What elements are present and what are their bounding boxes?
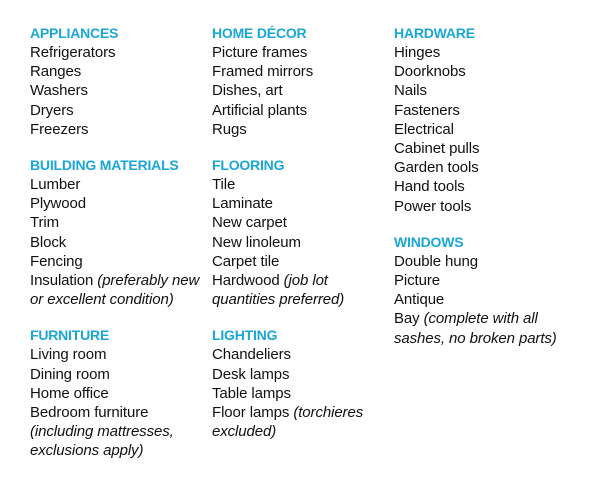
category-heading: WINDOWS [394, 233, 464, 250]
item-label: Nails [394, 82, 427, 100]
list-item [394, 252, 570, 271]
list-item [212, 403, 388, 441]
list-item [212, 345, 388, 364]
list-item [30, 81, 206, 100]
list-item [394, 81, 570, 100]
item-label: Antique [394, 291, 445, 309]
category-section [212, 326, 388, 441]
item-label: Picture frames [212, 44, 308, 61]
column-2 [212, 24, 388, 458]
category-heading: APPLIANCES [30, 25, 119, 41]
list-item [30, 213, 206, 232]
list-item [212, 43, 388, 62]
item-note: (complete with all sashes, no broken parts) [394, 310, 557, 347]
list-item [394, 139, 570, 158]
item-label: Double hung [394, 252, 478, 270]
item-label: Fasteners [394, 101, 460, 119]
item-label: Washers [30, 82, 88, 100]
column-1 [30, 24, 206, 478]
list-item [394, 62, 570, 81]
category-section [212, 24, 388, 139]
list-item [394, 290, 570, 309]
list-item [212, 365, 388, 384]
list-item [212, 62, 388, 81]
item-label: Home office [30, 384, 109, 402]
column-3 [394, 24, 570, 365]
list-item [212, 175, 388, 194]
item-label: Artificial plants [212, 101, 308, 119]
list-item [30, 252, 206, 271]
item-label: Refrigerators [30, 44, 116, 61]
category-heading: HARDWARE [394, 25, 475, 41]
list-item [212, 81, 388, 100]
list-item [30, 101, 206, 120]
list-item [212, 384, 388, 403]
item-label: Insulation [30, 272, 94, 290]
item-label: Hinges [394, 44, 441, 61]
list-item [30, 233, 206, 252]
list-item [30, 365, 206, 384]
item-label: Doorknobs [394, 63, 466, 81]
item-label: Dining room [30, 365, 110, 383]
list-item [212, 194, 388, 213]
list-item [212, 271, 388, 309]
item-label: Living room [30, 346, 107, 364]
item-note: (job lot quantities preferred) [212, 272, 345, 309]
list-item [30, 175, 206, 194]
item-label: Trim [30, 214, 60, 232]
list-item [212, 120, 388, 139]
item-label: Cabinet pulls [394, 140, 480, 158]
item-label: New linoleum [212, 233, 301, 251]
item-label: Garden tools [394, 159, 479, 177]
item-label: Power tools [394, 197, 472, 215]
category-heading: LIGHTING [212, 327, 278, 344]
item-label: Electrical [394, 120, 454, 138]
category-section [394, 24, 570, 216]
item-label: Freezers [30, 120, 89, 138]
list-item [394, 43, 570, 62]
item-label: Carpet tile [212, 252, 280, 270]
category-heading: FLOORING [212, 157, 285, 174]
list-item [212, 101, 388, 120]
category-section [212, 156, 388, 309]
category-section [30, 156, 206, 309]
item-label: Tile [212, 176, 236, 194]
list-item [212, 213, 388, 232]
item-note: (including mattresses, exclusions apply) [30, 423, 174, 460]
category-heading: HOME DÉCOR [212, 25, 307, 41]
category-section [30, 326, 206, 460]
list-item [30, 403, 206, 461]
item-label: Hardwood [212, 272, 280, 290]
item-label: Desk lamps [212, 365, 290, 383]
item-note: (preferably new or excellent condition) [30, 272, 200, 309]
list-item [394, 197, 570, 216]
list-item [394, 120, 570, 139]
list-item [30, 62, 206, 81]
list-item [394, 271, 570, 290]
item-label: Block [30, 233, 67, 251]
item-label: Framed mirrors [212, 63, 314, 81]
category-heading: BUILDING MATERIALS [30, 157, 179, 174]
list-item [212, 233, 388, 252]
list-item [30, 120, 206, 139]
category-heading: FURNITURE [30, 327, 110, 344]
item-label: Plywood [30, 195, 86, 213]
item-label: Ranges [30, 63, 82, 81]
item-label: Bay [394, 310, 420, 328]
item-label: Table lamps [212, 384, 291, 402]
item-label: Dishes, art [212, 82, 283, 100]
list-item [394, 101, 570, 120]
item-label: Fencing [30, 252, 83, 270]
item-label: Rugs [212, 120, 247, 138]
item-label: Lumber [30, 176, 81, 194]
list-item [30, 194, 206, 213]
list-item [394, 158, 570, 177]
item-label: Laminate [212, 195, 273, 213]
list-item [30, 384, 206, 403]
list-item [394, 177, 570, 196]
item-label: Dryers [30, 101, 74, 119]
item-label: Hand tools [394, 178, 465, 196]
item-label: Floor lamps [212, 404, 290, 422]
list-item [30, 43, 206, 62]
item-label: Picture [394, 272, 440, 290]
list-item [394, 309, 570, 347]
list-item [212, 252, 388, 271]
item-note: (torchieres excluded) [212, 404, 364, 441]
item-label: New carpet [212, 214, 287, 232]
list-item [30, 345, 206, 364]
list-item [30, 271, 206, 309]
item-label: Bedroom furniture [30, 404, 149, 422]
category-section [30, 24, 206, 139]
item-label: Chandeliers [212, 346, 291, 364]
category-section [394, 233, 570, 348]
